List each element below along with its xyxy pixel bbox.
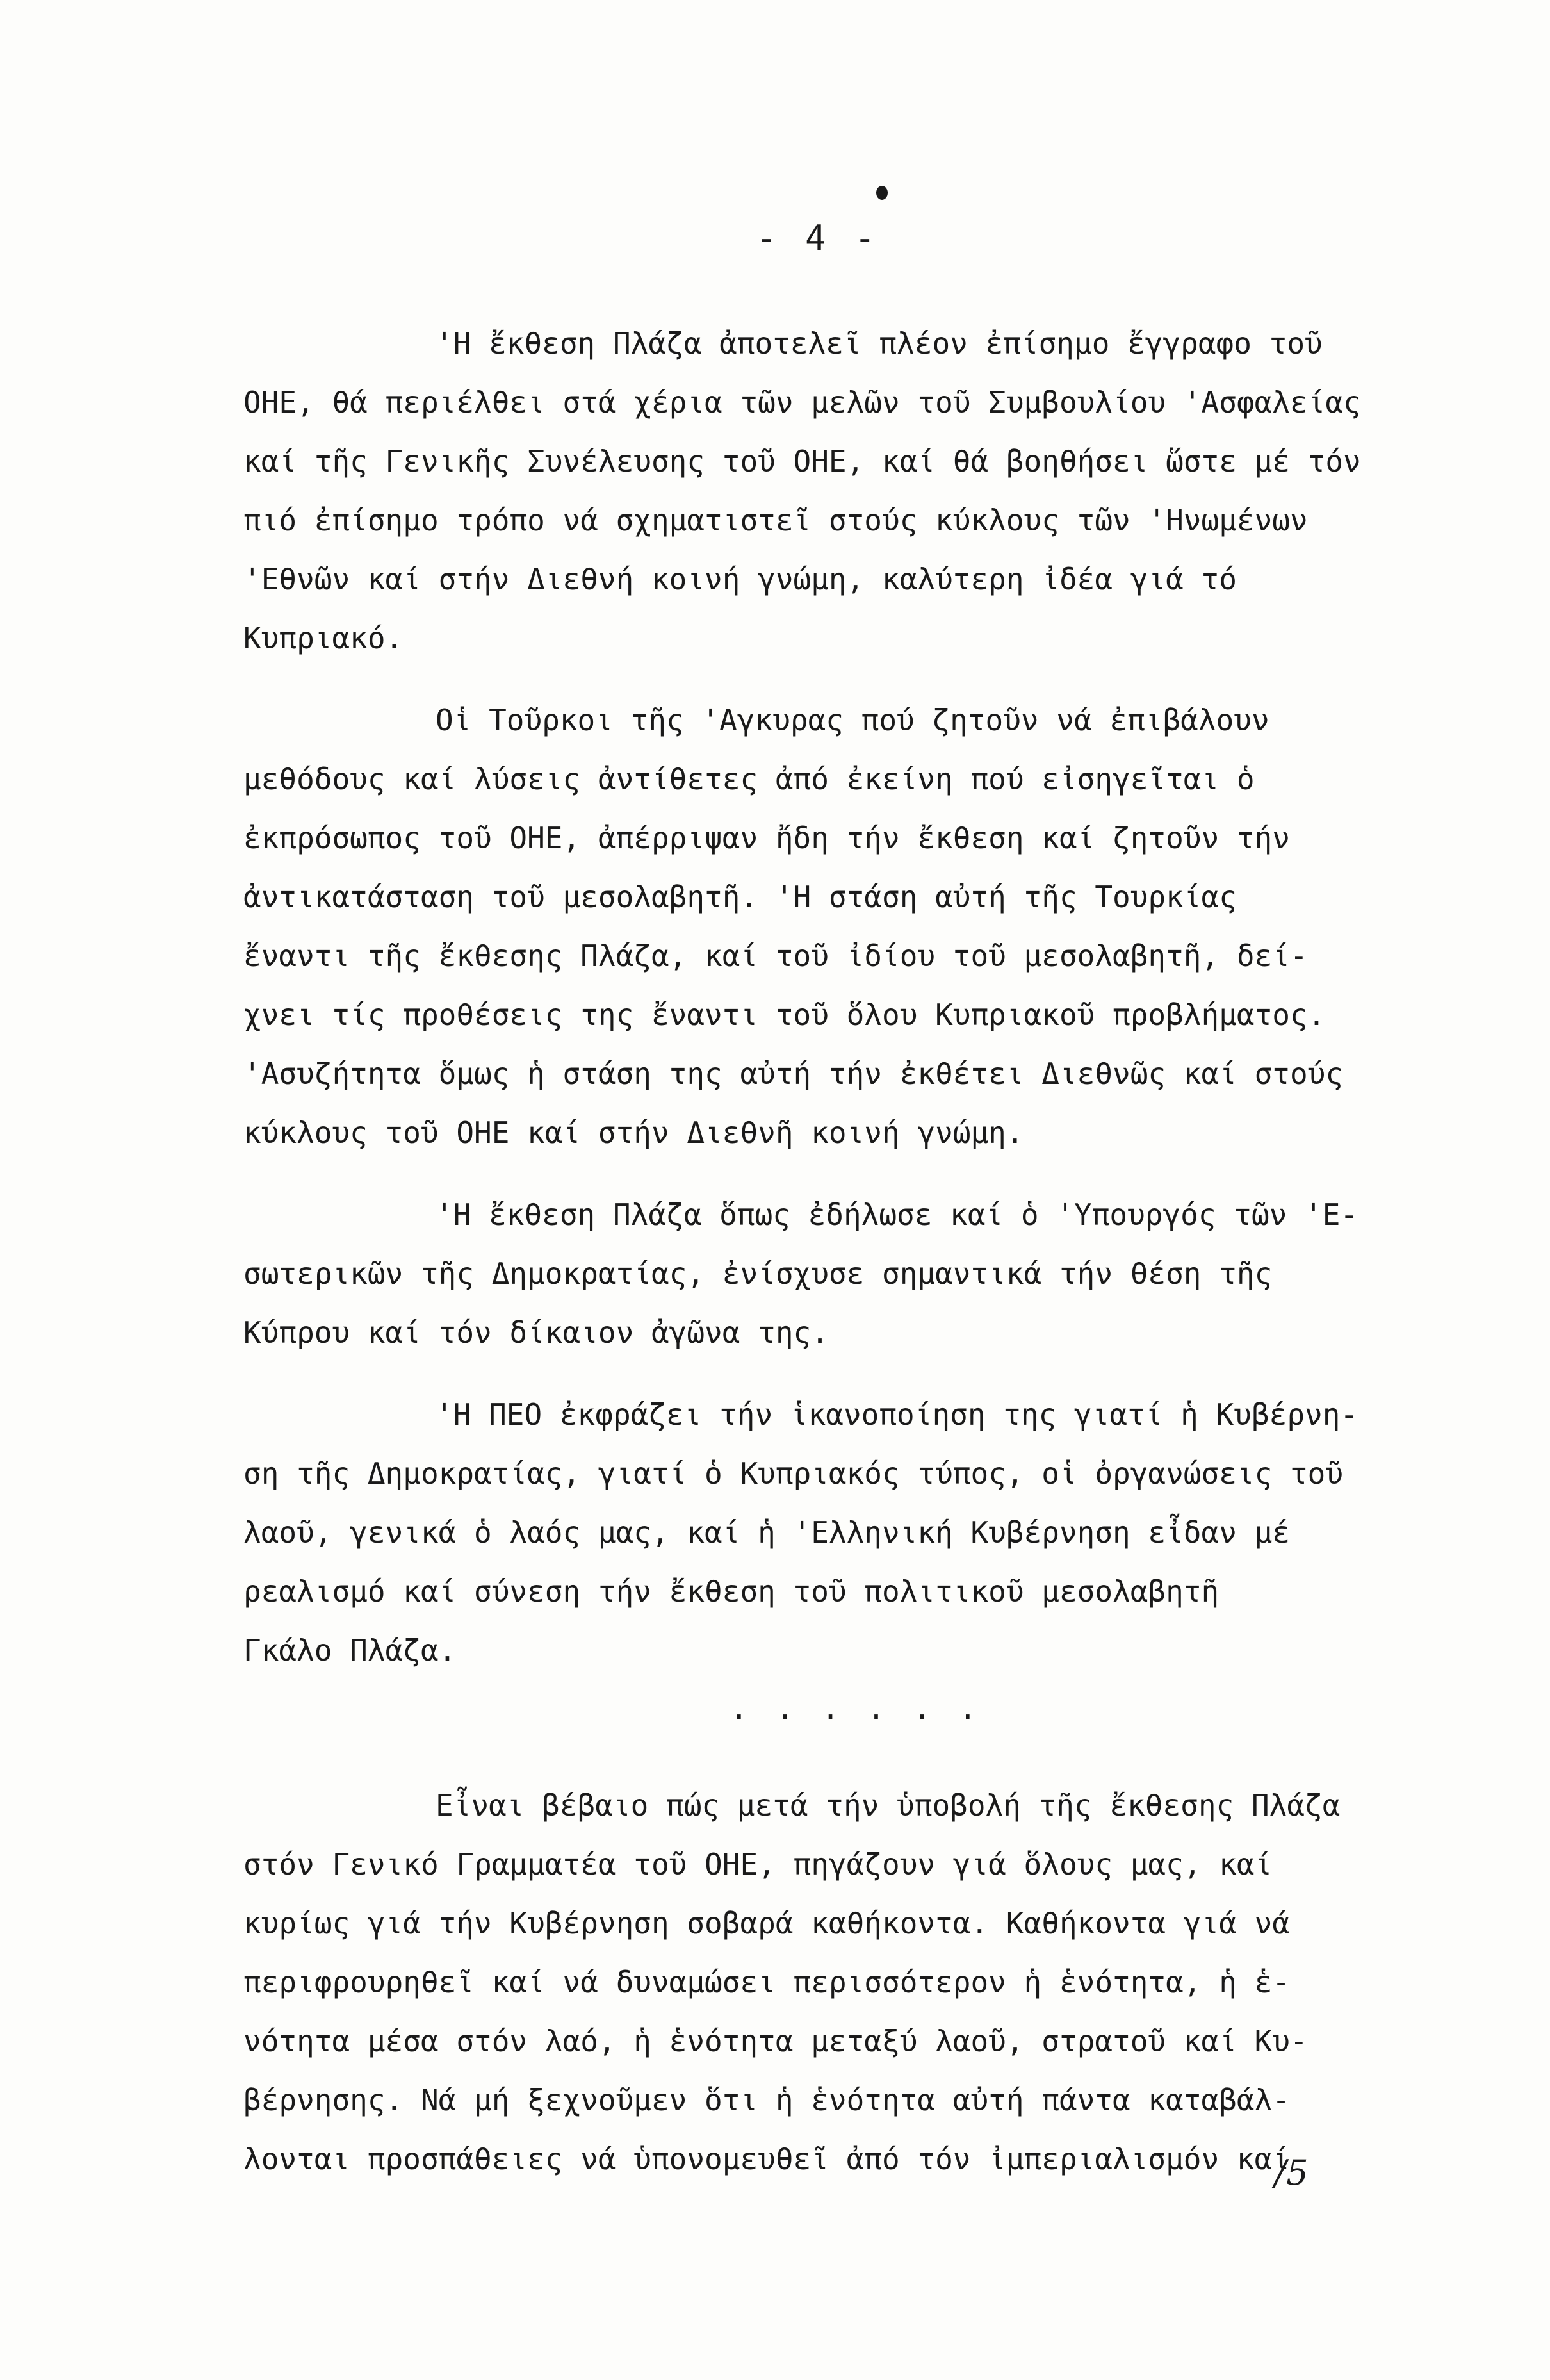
text-line: 'Η ΠΕΟ ἐκφράζει τήν ἱκανοποίηση της γιατί ἡ Κυβέρνη- (436, 1397, 1358, 1432)
text-line: 'Ασυζήτητα ὅμως ἡ στάση της αὐτή τήν ἐκθέτει Διεθνῶς καί στούς (243, 1056, 1344, 1091)
paragraph (243, 1385, 1460, 1680)
document-body (243, 314, 1460, 2212)
text-line: νότητα μέσα στόν λαό, ἡ ἑνότητα μεταξύ λαοῦ, στρατοῦ καί Κυ- (243, 2024, 1308, 2058)
text-line: μεθόδους καί λύσεις ἀντίθετες ἀπό ἐκείνη πού εἰσηγεῖται ὁ (243, 762, 1255, 796)
text-line: ἀντικατάσταση τοῦ μεσολαβητῆ. 'Η στάση αὐτή τῆς Τουρκίας (243, 880, 1237, 914)
text-line: σωτερικῶν τῆς Δημοκρατίας, ἐνίσχυσε σημαντικά τήν θέση τῆς (243, 1256, 1273, 1291)
text-line: ἐκπρόσωπος τοῦ ΟΗΕ, ἀπέρριψαν ἤδη τήν ἔκθεση καί ζητοῦν τήν (243, 821, 1290, 855)
text-line: βέρνησης. Νά μή ξεχνοῦμεν ὅτι ἡ ἑνότητα αὐτή πάντα καταβάλ- (243, 2083, 1290, 2117)
text-line: στόν Γενικό Γραμματέα τοῦ ΟΗΕ, πηγάζουν γιά ὅλους μας, καί (243, 1847, 1273, 1882)
text-line: λαοῦ, γενικά ὁ λαός μας, καί ἡ 'Ελληνική Κυβέρνηση εἶδαν μέ (243, 1515, 1290, 1550)
paragraph (243, 1185, 1460, 1362)
continuation-page-ref: /5 (1275, 2153, 1309, 2193)
text-line: 'Εθνῶν καί στήν Διεθνή κοινή γνώμη, καλύτερη ἰδέα γιά τό (243, 562, 1237, 596)
paragraph (243, 691, 1460, 1162)
text-line: κυρίως γιά τήν Κυβέρνηση σοβαρά καθήκοντα. Καθήκοντα γιά νά (243, 1906, 1290, 1941)
text-line: Εἶναι βέβαιο πώς μετά τήν ὑποβολή τῆς ἔκθεσης Πλάζα (436, 1788, 1341, 1823)
text-line: 'Η ἔκθεση Πλάζα ἀποτελεῖ πλέον ἐπίσημο ἔγγραφο τοῦ (436, 326, 1323, 361)
text-line: χνει τίς προθέσεις της ἔναντι τοῦ ὅλου Κυπριακοῦ προβλήματος. (243, 997, 1326, 1032)
paragraph (243, 1776, 1460, 2188)
paragraph (243, 314, 1460, 668)
text-line: ΟΗΕ, θά περιέλθει στά χέρια τῶν μελῶν τοῦ Συμβουλίου 'Ασφαλείας (243, 385, 1361, 420)
text-line: πιό ἐπίσημο τρόπο νά σχηματιστεῖ στούς κύκλους τῶν 'Ηνωμένων (243, 503, 1308, 538)
page-number: - 4 - (756, 218, 879, 258)
text-line: ση τῆς Δημοκρατίας, γιατί ὁ Κυπριακός τύπος, οἱ ὀργανώσεις τοῦ (243, 1456, 1344, 1491)
text-line: λονται προσπάθειες νά ὑπονομευθεῖ ἀπό τόν ἰμπεριαλισμόν καί (243, 2142, 1290, 2176)
text-line: ρεαλισμό καί σύνεση τήν ἔκθεση τοῦ πολιτικοῦ μεσολαβητῆ (243, 1574, 1220, 1609)
text-line: περιφρουρηθεῖ καί νά δυναμώσει περισσότερον ἡ ἑνότητα, ἡ ἑ- (243, 1965, 1290, 1999)
text-line: ἔναντι τῆς ἔκθεσης Πλάζα, καί τοῦ ἰδίου τοῦ μεσολαβητῆ, δεί- (243, 939, 1308, 973)
ink-speck (876, 186, 888, 200)
text-line: Γκάλο Πλάζα. (243, 1633, 457, 1668)
section-separator: . . . . . . (730, 1691, 982, 1726)
text-line: Κύπρου καί τόν δίκαιον ἀγῶνα της. (243, 1315, 829, 1350)
text-line: 'Η ἔκθεση Πλάζα ὅπως ἐδήλωσε καί ὁ 'Υπουργός τῶν 'Ε- (436, 1197, 1358, 1232)
text-line: Κυπριακό. (243, 621, 404, 655)
text-line: καί τῆς Γενικῆς Συνέλευσης τοῦ ΟΗΕ, καί θά βοηθήσει ὥστε μέ τόν (243, 444, 1361, 479)
text-line: Οἱ Τοῦρκοι τῆς 'Αγκυρας πού ζητοῦν νά ἐπιβάλουν (436, 703, 1269, 737)
text-line: κύκλους τοῦ ΟΗΕ καί στήν Διεθνῆ κοινή γνώμη. (243, 1115, 1024, 1150)
